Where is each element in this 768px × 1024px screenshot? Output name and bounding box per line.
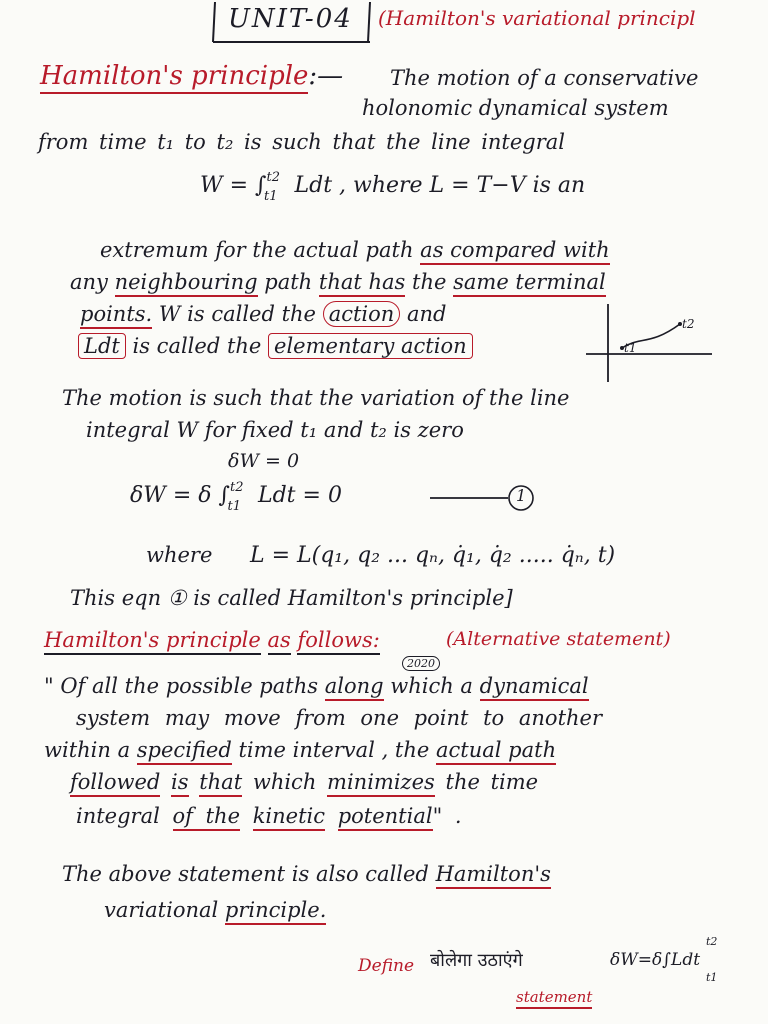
closing-line-1: The above statement is also called Hamilton's: [62, 864, 551, 885]
statement-line-2: system may move from one point to another: [76, 706, 602, 730]
statement-line-4: followed is that which minimizes the time: [70, 772, 538, 793]
equation-number: 1: [516, 486, 527, 505]
year-badge: 2020: [402, 656, 440, 671]
variation-zero: δW = 0: [228, 450, 300, 472]
statement-line-5: integral of the kinetic potential" .: [76, 806, 462, 827]
closing-line-2: variational principle.: [104, 900, 326, 921]
footer-lower-limit: t1: [706, 971, 718, 984]
definition-line-1: The motion of a conservative: [390, 66, 699, 90]
topic-title: (Hamilton's variational principl: [378, 6, 696, 30]
where-label: where: [146, 543, 213, 567]
action-equation: W = ∫$^{t2}_{t1}$ Ldt , where L = T−V is an: [200, 170, 586, 204]
definition-line-2: holonomic dynamical system: [362, 96, 669, 120]
alternative-label: (Alternative statement): [446, 628, 671, 650]
variation-line-2: integral W for fixed t₁ and t₂ is zero: [86, 418, 464, 442]
footer-upper-limit: t2: [706, 935, 718, 948]
alternative-heading: Hamilton's principle as follows:: [44, 630, 380, 651]
definition-line-3: from time t₁ to t₂ is such that the line integral: [38, 130, 566, 154]
lagrangian-equation: L = L(q₁, q₂ ... qₙ, q̇₁, q̇₂ ..... q̇ₙ, t): [250, 543, 616, 568]
statement-line-3: within a specified time interval , the actual path: [44, 740, 556, 761]
footer-equation: δW=δ∫Ldt: [610, 950, 701, 970]
unit-title: UNIT-04: [228, 4, 353, 34]
sketch-label-t1: t1: [624, 341, 637, 355]
variation-equation: δW = δ ∫$^{t2}_{t1}$ Ldt = 0: [130, 480, 342, 514]
sketch-label-t2: t2: [682, 317, 695, 331]
footer-define: Define: [358, 956, 415, 976]
footer-hindi: बोलेगा उठाएंगे: [430, 950, 523, 971]
path-sketch: [580, 296, 720, 396]
footer-statement: statement: [516, 990, 592, 1005]
definition-line-8: Ldt is called the elementary action: [78, 336, 473, 357]
statement-line-1: " Of all the possible paths along which a dynamical: [44, 676, 589, 697]
definition-line-6: any neighbouring path that has the same terminal: [70, 272, 606, 293]
principle-heading: Hamilton's principle:—: [40, 63, 343, 89]
definition-line-5: extremum for the actual path as compared with: [100, 240, 610, 261]
variation-line-1: The motion is such that the variation of the line: [62, 386, 570, 410]
definition-line-7: points. W is called the action and: [80, 304, 446, 325]
eqn-called-line: This eqn ① is called Hamilton's principle]: [70, 586, 513, 610]
